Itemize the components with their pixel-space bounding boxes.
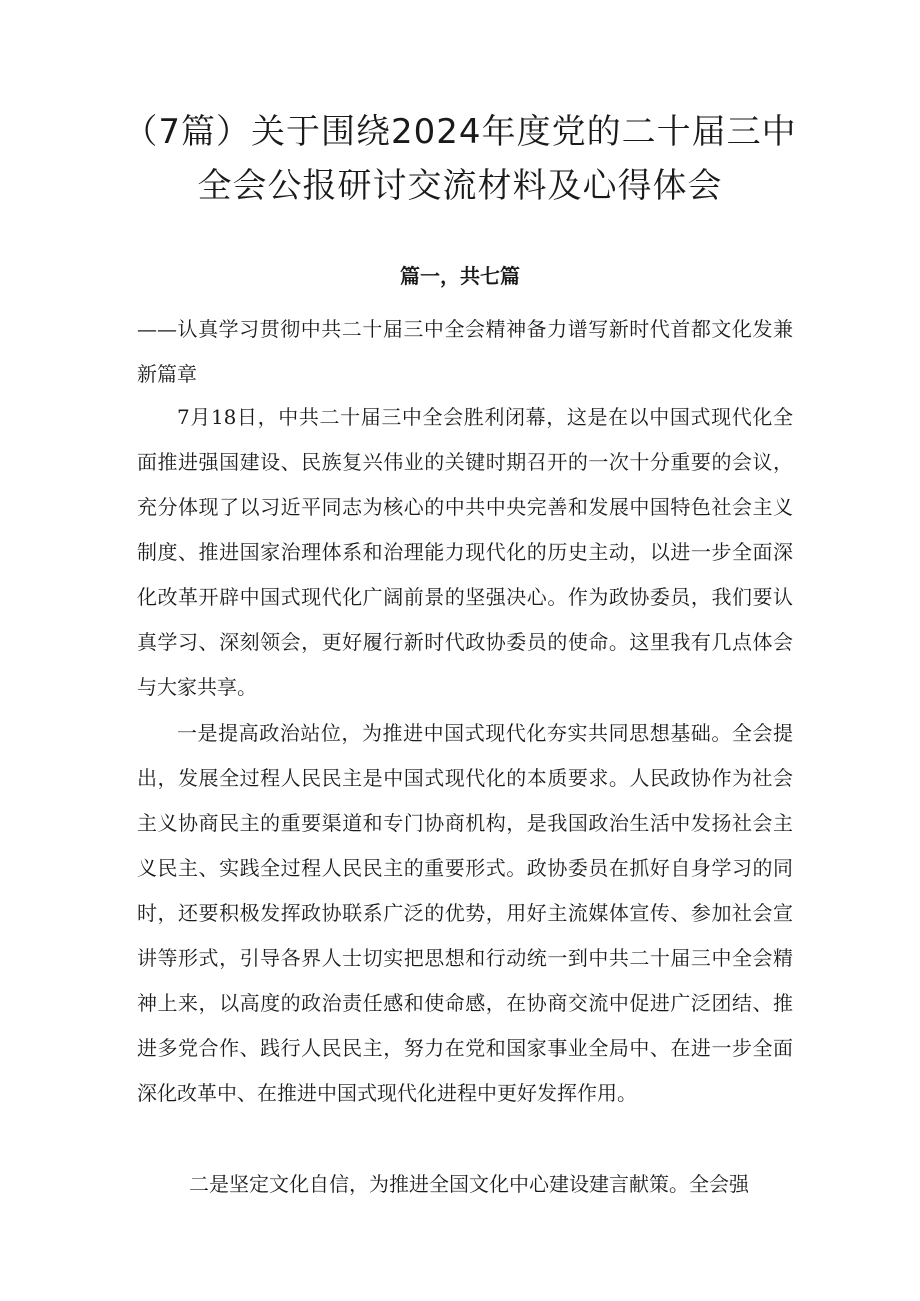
paragraph-2: 一是提高政治站位，为推进中国式现代化夯实共同思想基础。全会提出，发展全过程人民民主是中国式现代化的本质要求。人民政协作为社会主义协商民主的重要渠道和专门协商机构，是我国政治生活中发扬社会主义民主、实践全过程人民民主的重要形式。政协委员在抓好自身学习的同时，还要积极发挥政协联系广泛的优势，用好主流媒体宣传、参加社会宣讲等形式，引导各界人士切实把思想和行动统一到中共二十届三中全会精神上来，以高度的政治责任感和使命感，在协商交流中促进广泛团结、推进多党合作、践行人民民主，努力在党和国家事业全局中、在进一步全面深化改革中、在推进中国式现代化进程中更好发挥作用。 — [137, 721, 793, 1105]
document-title-line-2: 全会公报研讨交流材料及心得体会 — [197, 166, 723, 206]
paragraph-1: 7月18日，中共二十届三中全会胜利闭幕，这是在以中国式现代化全面推进强国建设、民族复兴伟业的关键时期召开的一次十分重要的会议，充分体现了以习近平同志为核心的中共中央完善和发展中国特色社会主义制度、推进国家治理体系和治理能力现代化的历史主动，以进一步全面深化改革开辟中国式现代化广阔前景的坚强决心。作为政协委员，我们要认真学习、深刻领会，更好履行新时代政协委员的使命。这里我有几点体会与大家共享。 — [137, 405, 793, 699]
section-heading: 篇一，共七篇 — [400, 264, 520, 288]
paragraph-3: 二是坚定文化自信，为推进全国文化中心建设建言献策。全会强 — [189, 1172, 749, 1196]
article-subtitle: ——认真学习贯彻中共二十届三中全会精神备力谱写新时代首都文化发兼新篇章 — [137, 317, 793, 386]
document-title-line-1: （7篇）关于围绕2024年度党的二十届三中 — [123, 112, 797, 152]
